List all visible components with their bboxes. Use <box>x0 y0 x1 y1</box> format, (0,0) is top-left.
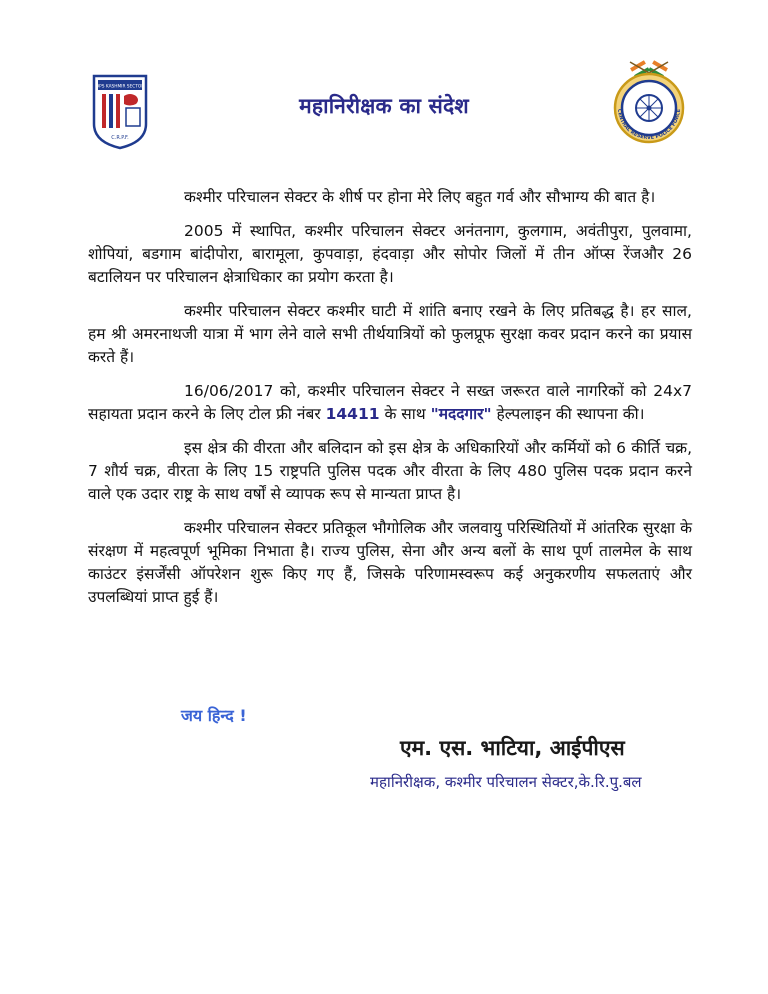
helpline-number: 14411 <box>325 405 380 423</box>
helpline-text-before: 16/06/2017 को, कश्मीर परिचालन सेक्टर ने सख्त जरूरत वाले नागरिकों को 24x7 सहायता प्रदान करने के लिए टोल फ्री नंबर <box>88 382 692 423</box>
salutation: जय हिन्द ! <box>181 706 247 725</box>
paragraph-5: इस क्षेत्र की वीरता और बलिदान को इस क्षेत्र के अधिकारियों और कर्मियों को 6 कीर्ति चक्र, 7 शौर्य चक्र, वीरता के लिए 15 राष्ट्रपति पुलिस पदक और वीरता के लिए 480 पुलिस पदक प्रदान करने वाले एक उदार राष्ट्र के साथ वर्षों से व्यापक रूप से मान्यता प्राप्त है। <box>88 439 692 503</box>
paragraph-3: कश्मीर परिचालन सेक्टर कश्मीर घाटी में शांति बनाए रखने के लिए प्रतिबद्ध है। हर साल, हम श्री अमरनाथजी यात्रा में भाग लेने वाले सभी तीर्थयात्रियों को फुलप्रूफ सुरक्षा कवर प्रदान करने का प्रयास करते हैं। <box>88 302 692 366</box>
signatory-name: एम. एस. भाटिया, आईपीएस <box>400 736 625 760</box>
message-body <box>88 186 692 620</box>
right-logo-text: CENTRAL RESERVE POLICE FORCE <box>615 108 683 142</box>
paragraph-helpline <box>88 380 692 426</box>
paragraph-6: कश्मीर परिचालन सेक्टर प्रतिकूल भौगोलिक और जलवायु परिस्थितियों में आंतरिक सुरक्षा के संरक्षण में महत्वपूर्ण भूमिका निभाता है। राज्य पुलिस, सेना और अन्य बलों के साथ पूर्ण तालमेल के साथ काउंटर इंसर्जेंसी ऑपरेशन शुरू किए गए हैं, जिसके परिणामस्वरूप कई अनुकरणीय सफलताएं और उपलब्धियां प्राप्त हुई हैं। <box>88 519 692 606</box>
helpline-name: "मददगार" <box>430 405 492 423</box>
paragraph-2: 2005 में स्थापित, कश्मीर परिचालन सेक्टर अनंतनाग, कुलगाम, अवंतीपुरा, पुलवामा, शोपियां, बडगाम बांदीपोरा, बारामूला, कुपवाड़ा, हंदवाड़ा और सोपोर जिलों में तीन ऑप्स रेंजऔर 26 बटालियन पर परिचालन क्षेत्राधिकार का प्रयोग करता है। <box>88 222 692 286</box>
left-logo-top-text: OPS KASHMIR SECTOR <box>95 84 145 90</box>
page-title: महानिरीक्षक का संदेश <box>299 94 469 118</box>
helpline-text-after: हेल्पलाइन की स्थापना की। <box>491 405 645 423</box>
left-logo-bottom-text: C.R.P.F. <box>111 135 129 141</box>
paragraph-1: कश्मीर परिचालन सेक्टर के शीर्ष पर होना मेरे लिए बहुत गर्व और सौभाग्य की बात है। <box>184 188 656 206</box>
crpf-emblem-icon <box>608 58 690 148</box>
signatory-designation: महानिरीक्षक, कश्मीर परिचालन सेक्टर,के.रि.पु.बल <box>370 773 642 791</box>
helpline-text-middle: के साथ <box>379 405 431 423</box>
